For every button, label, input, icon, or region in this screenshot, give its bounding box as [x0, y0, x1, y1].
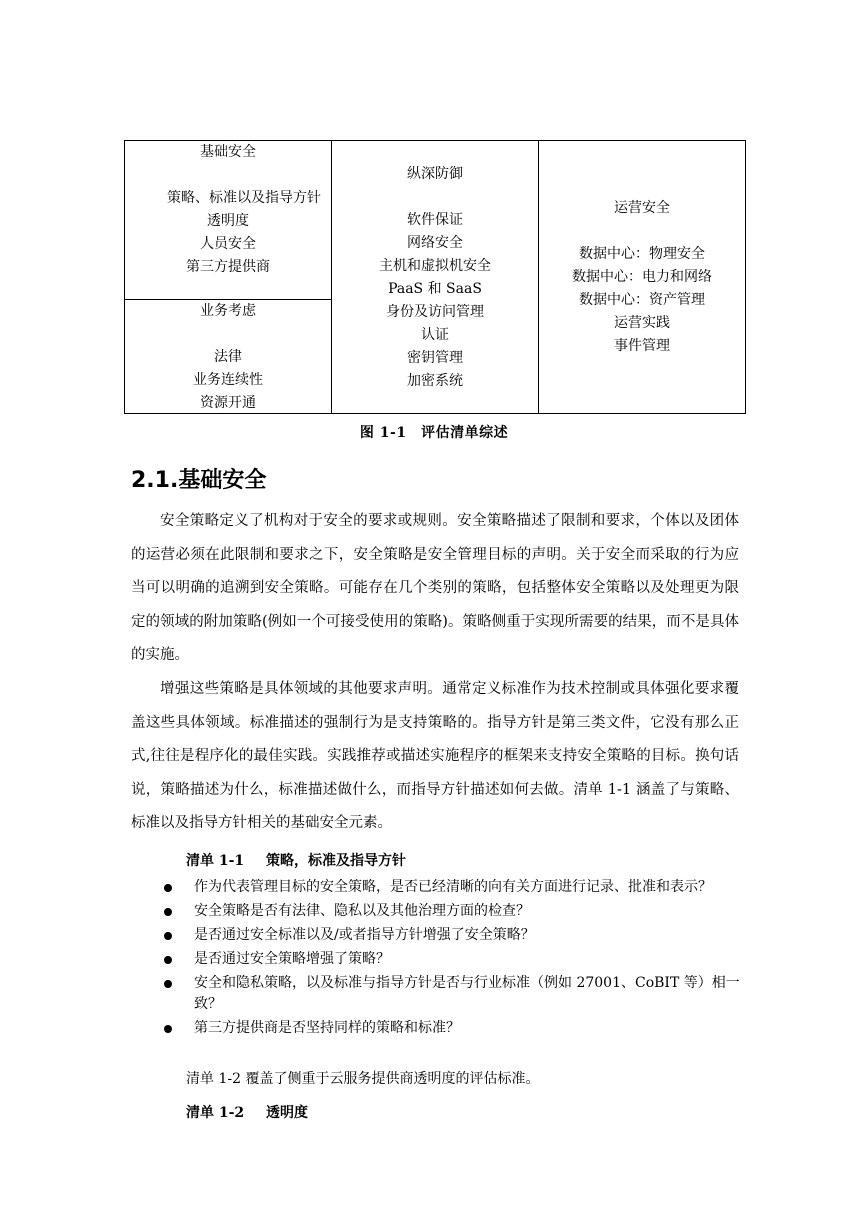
cell-operational-security	[539, 197, 745, 358]
list-title: 策略，标准及指导方针	[266, 853, 406, 869]
cell-item: 运营实践	[614, 315, 670, 331]
cell-item: 策略、标准以及指导方针	[167, 190, 321, 206]
list-intro-note: 清单 1-2 覆盖了侧重于云服务提供商透明度的评估标准。	[186, 1071, 540, 1087]
cell-item: 认证	[421, 327, 449, 343]
body-paragraph: 安全策略定义了机构对于安全的要求或规则。安全策略描述了限制和要求，个体以及团体的运营必须在此限制和要求之下，安全策略是安全管理目标的声明。关于安全而采取的行为应当可以明确的追溯到安全策略。可能存在几个类别的策略，包括整体安全策略以及处理更为限定的领域的附加策略(例如一个可接受使用的策略)。策略侧重于实现所需要的结果，而不是具体的实施。	[131, 513, 739, 664]
table-column-middle	[332, 141, 539, 413]
bullet-icon	[164, 908, 172, 916]
cell-title: 基础安全	[200, 144, 256, 160]
cell-item: 身份及访问管理	[386, 304, 484, 320]
cell-title: 业务考虑	[200, 303, 256, 319]
table-column-right	[539, 141, 745, 413]
cell-item: 密钥管理	[407, 350, 463, 366]
cell-defense-in-depth	[332, 163, 538, 393]
cell-foundational-security	[125, 141, 331, 300]
list-item: 安全和隐私策略，以及标准与指导方针是否与行业标准（例如 27001、CoBIT 等）相一致？	[164, 973, 748, 1015]
cell-item: 法律	[214, 349, 242, 365]
cell-title: 运营安全	[614, 200, 670, 216]
list-item: 第三方提供商是否坚持同样的策略和标准？	[164, 1018, 748, 1039]
body-paragraph: 增强这些策略是具体领域的其他要求声明。通常定义标准作为技术控制或具体强化要求覆盖这些具体领域。标准描述的强制行为是支持策略的。指导方针是第三类文件，它没有那么正式,往往是程序化的最佳实践。实践推荐或描述实施程序的框架来支持安全策略的目标。换句话说，策略描述为什么，标准描述做什么，而指导方针描述如何去做。清单 1-1 涵盖了与策略、标准以及指导方针相关的基础安全元素。	[131, 681, 739, 832]
bullet-icon	[164, 884, 172, 892]
assessment-overview-table	[124, 140, 746, 414]
cell-item: 业务连续性	[193, 372, 263, 388]
table-column-left	[125, 141, 332, 413]
list-item: 作为代表管理目标的安全策略，是否已经清晰的向有关方面进行记录、批准和表示？	[164, 877, 748, 898]
section-heading: 2.1.基础安全	[131, 468, 267, 493]
cell-item: 数据中心：电力和网络	[572, 269, 712, 285]
cell-item: 主机和虚拟机安全	[379, 258, 491, 274]
list-caption	[186, 1102, 308, 1122]
cell-item: 软件保证	[407, 212, 463, 228]
list-caption	[186, 850, 406, 870]
figure-caption: 图 1-1 评估清单综述	[359, 425, 509, 441]
list-item: 是否通过安全标准以及/或者指导方针增强了安全策略？	[164, 925, 748, 946]
list-number: 清单 1-2	[186, 1105, 245, 1121]
checklist	[164, 877, 748, 1042]
bullet-icon	[164, 932, 172, 940]
list-title: 透明度	[266, 1105, 308, 1121]
cell-item: 事件管理	[614, 338, 670, 354]
cell-item: 人员安全	[200, 236, 256, 252]
cell-item: 透明度	[207, 213, 249, 229]
cell-business-considerations	[125, 300, 331, 414]
list-number: 清单 1-1	[186, 853, 245, 869]
cell-item: 网络安全	[407, 235, 463, 251]
cell-title: 纵深防御	[407, 166, 463, 182]
bullet-icon	[164, 980, 172, 988]
list-item: 是否通过安全策略增强了策略？	[164, 949, 748, 970]
cell-item: 数据中心：物理安全	[579, 246, 705, 262]
bullet-icon	[164, 956, 172, 964]
cell-item: PaaS 和 SaaS	[388, 281, 482, 297]
cell-item: 加密系统	[407, 373, 463, 389]
cell-item: 第三方提供商	[186, 259, 270, 275]
cell-item: 数据中心：资产管理	[579, 292, 705, 308]
bullet-icon	[164, 1025, 172, 1033]
cell-item: 资源开通	[200, 395, 256, 411]
list-item: 安全策略是否有法律、隐私以及其他治理方面的检查？	[164, 901, 748, 922]
